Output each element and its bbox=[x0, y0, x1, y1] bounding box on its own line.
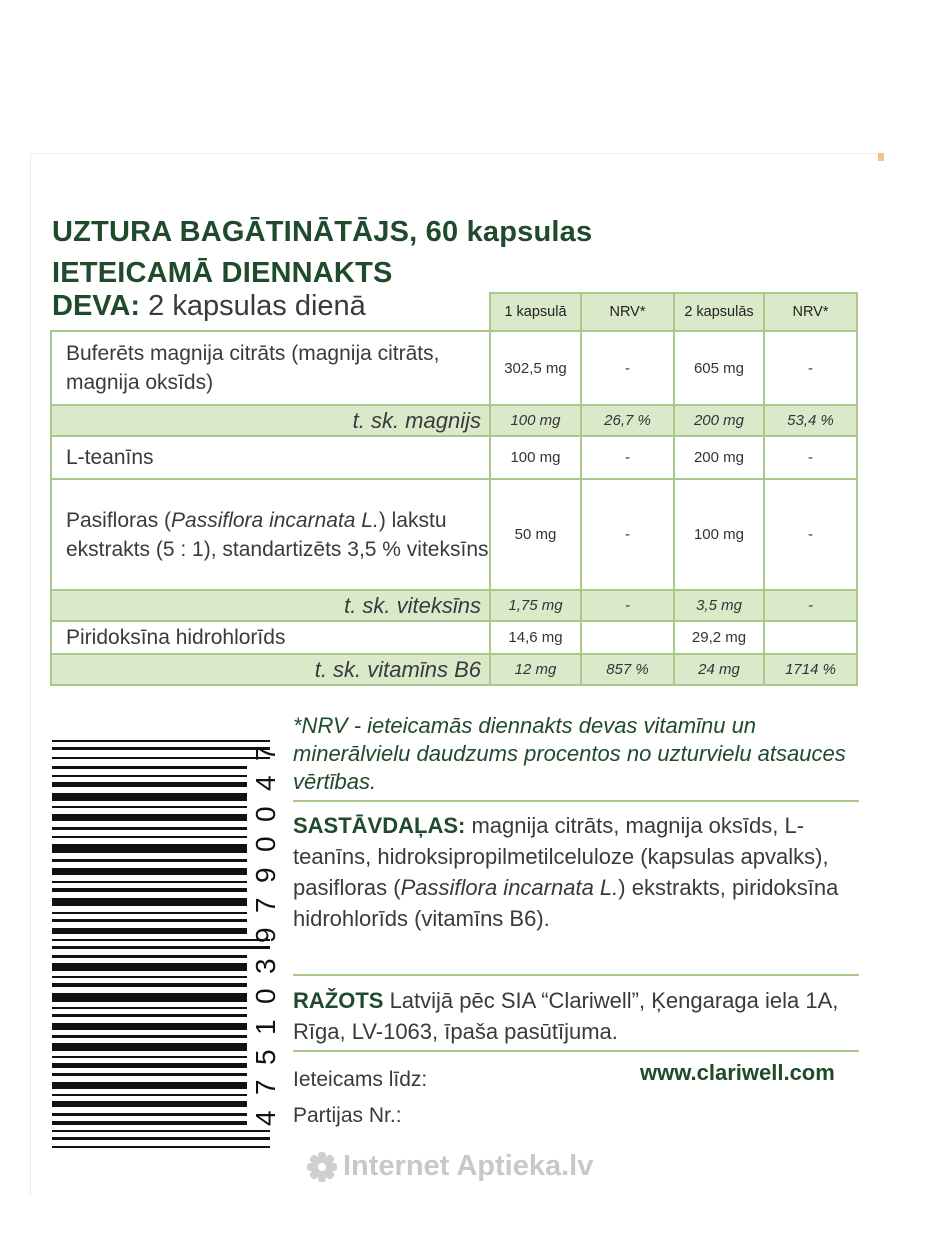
row-name: Piridoksīna hidrohlorīds bbox=[51, 621, 490, 654]
table-row bbox=[51, 590, 857, 621]
row-name: t. sk. vitamīns B6 bbox=[51, 654, 490, 685]
row-value-1: 14,6 mg bbox=[490, 621, 581, 654]
ingredients-latin: Passiflora incarnata L. bbox=[400, 875, 619, 900]
row-nrv-1: 857 % bbox=[581, 654, 674, 685]
table-row bbox=[51, 621, 857, 654]
row-nrv-2: 1714 % bbox=[764, 654, 857, 685]
row-value-2: 29,2 mg bbox=[674, 621, 764, 654]
dose-label: DEVA: bbox=[52, 290, 141, 322]
col-header-nrv-1: NRV* bbox=[581, 293, 674, 331]
row-name bbox=[51, 479, 490, 590]
row-nrv-2: - bbox=[764, 436, 857, 479]
col-header-nrv-2: NRV* bbox=[764, 293, 857, 331]
row-value-2: 605 mg bbox=[674, 331, 764, 405]
barcode-digit: 4 bbox=[249, 1110, 281, 1126]
row-value-2: 200 mg bbox=[674, 405, 764, 436]
barcode-digit: 7 bbox=[249, 1079, 281, 1096]
ingredients-label: SASTĀVDAĻAS: bbox=[293, 813, 466, 838]
table-row bbox=[51, 436, 857, 479]
manufacturer-label: RAŽOTS bbox=[293, 988, 384, 1013]
row-name-part: Pasifloras ( bbox=[66, 508, 172, 532]
row-nrv-2: 53,4 % bbox=[764, 405, 857, 436]
nrv-note: *NRV - ieteicamās diennakts devas vitamīnu un minerālvielu daudzums procentos no uzturvielu atsauces vērtības. bbox=[293, 713, 846, 794]
barcode-digit: 0 bbox=[249, 988, 281, 1005]
barcode bbox=[52, 738, 277, 1158]
ingredients-text: ) ekstrakts, piridoksīna hidrohlorīds (vitamīns B6). bbox=[293, 875, 839, 931]
pharmacy-logo-icon bbox=[305, 1150, 339, 1184]
col-header-1-capsule: 1 kapsulā bbox=[490, 293, 581, 331]
row-name: L-teanīns bbox=[51, 436, 490, 479]
row-nrv-1: - bbox=[581, 436, 674, 479]
col-header-2-capsules: 2 kapsulās bbox=[674, 293, 764, 331]
row-value-1: 302,5 mg bbox=[490, 331, 581, 405]
row-name: Buferēts magnija citrāts (magnija citrāts, magnija oksīds) bbox=[51, 331, 490, 405]
manufacturer bbox=[293, 985, 883, 1047]
table-row bbox=[51, 405, 857, 436]
barcode-digit: 1 bbox=[249, 1018, 281, 1035]
batch-number: Partijas Nr.: bbox=[293, 1104, 402, 1127]
row-value-2: 24 mg bbox=[674, 654, 764, 685]
row-value-1: 50 mg bbox=[490, 479, 581, 590]
row-nrv-2 bbox=[764, 621, 857, 654]
table-header-spacer bbox=[51, 293, 490, 331]
row-value-1: 100 mg bbox=[490, 405, 581, 436]
row-nrv-1: - bbox=[581, 479, 674, 590]
row-nrv-1: 26,7 % bbox=[581, 405, 674, 436]
barcode-digit: 7 bbox=[249, 897, 281, 913]
barcode-number bbox=[250, 738, 282, 1158]
row-name-latin: Passiflora incarnata L. bbox=[171, 508, 379, 532]
barcode-digit: 0 bbox=[249, 806, 281, 822]
row-nrv-2: - bbox=[764, 590, 857, 621]
watermark bbox=[305, 1150, 593, 1184]
row-value-1: 1,75 mg bbox=[490, 590, 581, 621]
table-row bbox=[51, 479, 857, 590]
table-row bbox=[51, 654, 857, 685]
watermark-text: Internet Aptieka.lv bbox=[343, 1150, 594, 1182]
barcode-digit: 3 bbox=[249, 958, 281, 974]
row-nrv-2: - bbox=[764, 479, 857, 590]
divider bbox=[293, 1050, 859, 1052]
dose-title: IETEICAMĀ DIENNAKTS bbox=[52, 257, 393, 289]
divider bbox=[293, 800, 859, 802]
nutrition-table bbox=[50, 292, 858, 686]
row-nrv-2: - bbox=[764, 331, 857, 405]
manufacturer-text: Latvijā pēc SIA “Clariwell”, Ķengaraga iela 1A, Rīga, LV-1063, īpaša pasūtījuma. bbox=[293, 988, 839, 1044]
row-name: t. sk. viteksīns bbox=[51, 590, 490, 621]
table-row bbox=[51, 331, 857, 405]
row-nrv-1: - bbox=[581, 331, 674, 405]
best-before: Ieteicams līdz: bbox=[293, 1068, 428, 1091]
barcode-digit: 5 bbox=[249, 1049, 281, 1065]
row-nrv-1 bbox=[581, 621, 674, 654]
ingredients bbox=[293, 810, 868, 934]
dose-value: 2 kapsulas dienā bbox=[140, 290, 366, 322]
row-value-2: 200 mg bbox=[674, 436, 764, 479]
website-link[interactable]: www.clariwell.com bbox=[640, 1060, 835, 1085]
table-header-row bbox=[51, 293, 857, 331]
row-value-2: 3,5 mg bbox=[674, 590, 764, 621]
row-nrv-1: - bbox=[581, 590, 674, 621]
product-title: UZTURA BAGĀTINĀTĀJS, 60 kapsulas bbox=[52, 216, 593, 248]
barcode-digit: 0 bbox=[249, 836, 281, 853]
ingredients-text: magnija citrāts, magnija oksīds, L-teanīns, hidroksipropilmetilceluloze (kapsulas apvalks), pasifloras ( bbox=[293, 813, 829, 900]
row-value-1: 12 mg bbox=[490, 654, 581, 685]
barcode-digit: 4 bbox=[249, 775, 281, 792]
barcode-digit: 9 bbox=[249, 866, 281, 883]
row-name: t. sk. magnijs bbox=[51, 405, 490, 436]
row-value-1: 100 mg bbox=[490, 436, 581, 479]
divider bbox=[293, 974, 859, 976]
barcode-digit: 9 bbox=[249, 927, 281, 944]
barcode-digit: 7 bbox=[249, 745, 281, 761]
row-value-2: 100 mg bbox=[674, 479, 764, 590]
corner-mark bbox=[878, 153, 884, 161]
row-name-part: ) lakstu ekstrakts (5 : 1), standartizēts 3,5 % viteksīns bbox=[66, 508, 489, 561]
